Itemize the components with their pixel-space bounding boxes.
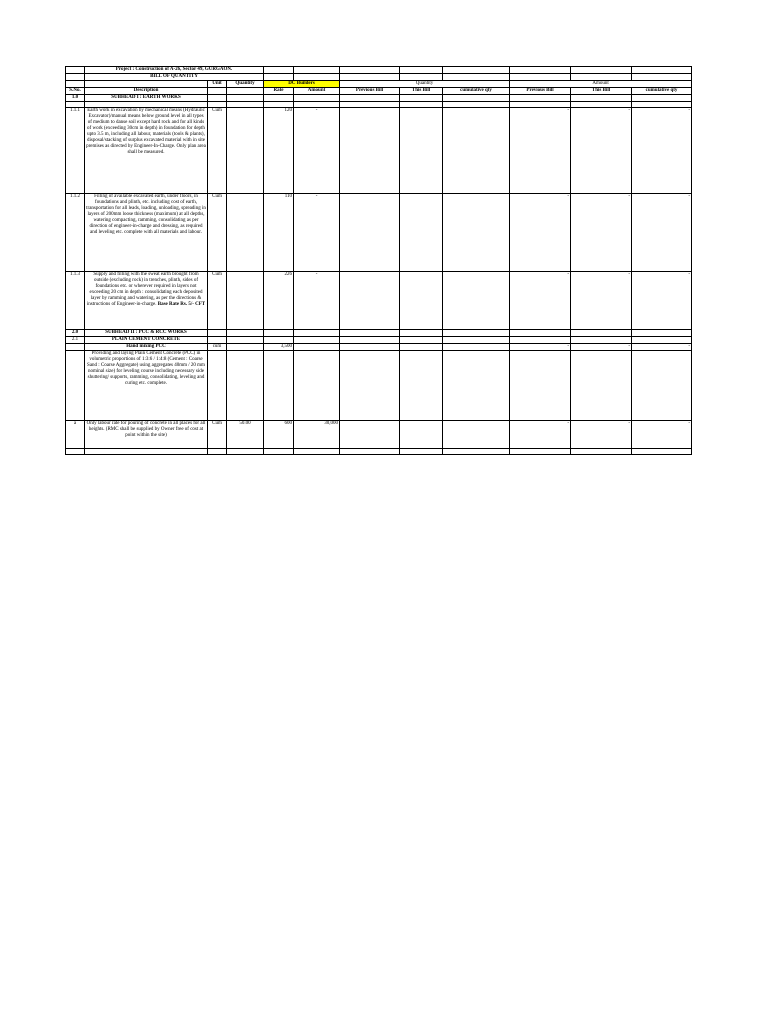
table-row <box>66 421 692 449</box>
item-description: Only labour rate for pouring of concrete in all places for all heights. (RMC shall be supplied by Owner free of cost at point within the site) <box>85 421 208 449</box>
section-number: 1.0 <box>66 95 85 102</box>
header-row-columns <box>66 88 692 95</box>
subsection-title: PLAIN CEMENT CONCRETE <box>85 337 208 344</box>
cum-qty-header: cumulative qty <box>443 88 510 95</box>
cumulative-amount: - <box>632 421 692 449</box>
prev-bill-amount: - <box>510 421 571 449</box>
prev-bill-amount: - <box>510 272 571 330</box>
item-rate: 110 <box>264 194 294 272</box>
amount-group-header: Amount <box>510 81 692 88</box>
item-quantity: 50.00 <box>227 421 264 449</box>
boq-title: BILL OF QUANTITY <box>85 74 264 81</box>
item-number: 1.1.2 <box>66 194 85 272</box>
amount-header: Amount <box>294 88 340 95</box>
prev-bill-qty-header: Previous Bill <box>340 88 400 95</box>
item-number: 1.1.3 <box>66 272 85 330</box>
unit-header: Unit <box>208 81 227 88</box>
this-bill-qty-header: This Bill <box>400 88 443 95</box>
section-title: SUBHEAD II : PCC & RCC WORKS <box>85 330 208 337</box>
section-number: 2.0 <box>66 330 85 337</box>
hand-mixing-row <box>66 344 692 351</box>
item-amount: - <box>294 108 340 194</box>
cumulative-amount: - <box>632 194 692 272</box>
item-rate: 600 <box>264 421 294 449</box>
header-row-title <box>66 74 692 81</box>
section-row-pcc-rcc <box>66 330 692 337</box>
item-quantity <box>227 194 264 272</box>
item-number: a <box>66 421 85 449</box>
rate-header: Rate <box>264 88 294 95</box>
section-row-earth-works <box>66 95 692 102</box>
section-title: SUBHEAD I : EARTH WORKS <box>85 95 208 102</box>
this-bill-amount-header: This Bill <box>571 88 632 95</box>
table-row <box>66 108 692 194</box>
this-bill-amount: - <box>571 344 632 351</box>
hand-mixing-title: Hand mixing PCC <box>85 344 208 351</box>
item-unit: Cum <box>208 194 227 272</box>
table-row <box>66 194 692 272</box>
table-row <box>66 272 692 330</box>
project-title: Project : Construction of A-26, Sector 49, GURGAON. <box>85 67 264 74</box>
item-description-text: Supply and filling with the sweat earth brought from outside (excluding rock) in trenches, plinth, sides of foundations etc. or wherever required in layers not exceeding 20 cm in depth : consolidating each deposited layer by ramming and watering, as per the directions & instructions of Engineer-in-charge. <box>86 272 203 307</box>
pcc-description-row <box>66 351 692 421</box>
prev-bill-amount: - <box>510 108 571 194</box>
prev-bill-amount-header: Previous Bill <box>510 88 571 95</box>
bill-of-quantity-table <box>65 66 692 455</box>
subsection-number: 2.1 <box>66 337 85 344</box>
section-row-plain-cement-concrete <box>66 337 692 344</box>
item-amount: - <box>294 272 340 330</box>
cumulative-amount: - <box>632 344 692 351</box>
this-bill-amount: - <box>571 108 632 194</box>
spacer-row <box>66 449 692 455</box>
item-rate: 226 <box>264 272 294 330</box>
this-bill-amount: - <box>571 421 632 449</box>
item-unit: Cum <box>208 421 227 449</box>
quantity-group-header: Quantity <box>340 81 510 88</box>
item-description: Filling of available excavated earth, under floors, in foundations and plinth, etc. including cost of earth, transportation for all leads, loading, unloading, spreading in layers of 200mm loose thickness (maximum) at all depths, watering compacting, ramming, consolidating as per direction of engineer-in-charge and dressing, as required and leveling etc. complete with all materials and labour. <box>85 194 208 272</box>
this-bill-amount: - <box>571 272 632 330</box>
header-row-project <box>66 67 692 74</box>
cumulative-amount: - <box>632 272 692 330</box>
item-amount: - <box>294 194 340 272</box>
header-row-groups <box>66 81 692 88</box>
item-rate: 3,500 <box>264 344 294 351</box>
this-bill-amount: - <box>571 194 632 272</box>
item-description <box>85 272 208 330</box>
cum-amount-header: cumulative qty <box>632 88 692 95</box>
quantity-header: Quantity <box>227 81 264 88</box>
item-unit: cum <box>208 344 227 351</box>
item-unit: Cum <box>208 108 227 194</box>
item-rate: 120 <box>264 108 294 194</box>
prev-bill-amount: - <box>510 344 571 351</box>
item-number: 1.1.1 <box>66 108 85 194</box>
sno-header: S.No. <box>66 88 85 95</box>
item-quantity <box>227 272 264 330</box>
item-unit: Cum <box>208 272 227 330</box>
pcc-description: Providing and laying Plain Cement Concrete (PCC) in volumetric proportions of 1:3:6 / 1:4:8 (Cement : Coarse Sand : Coarse Aggregate) using aggregates 40mm / 20 mm nominal size) for leveling course including necessary side shuttering/ supports, ramming, consolidating, leveling and curing etc. complete. <box>85 351 208 421</box>
base-rate-note: Base Rate Rs. 5/- CFT <box>157 302 206 307</box>
contractor-header: DC Builders <box>264 81 340 88</box>
item-amount: 30,000 <box>294 421 340 449</box>
cumulative-amount: - <box>632 108 692 194</box>
prev-bill-amount: - <box>510 194 571 272</box>
item-quantity <box>227 108 264 194</box>
item-description: Earth work in excavation by mechanical means (Hydraulic Excavator)/manual means below ground level in all types of medium to danse soil except hard rock and for all kinds of work (exceeding 30cm in depth) in foundation for depth upto 3.5 m, including all labour, materials (tools & plants), disposal/stacking of surplus excavated material with in site premises as directed by Engineer-In-Charge. Only plan area shall be measured. <box>85 108 208 194</box>
description-header: Description <box>85 88 208 95</box>
